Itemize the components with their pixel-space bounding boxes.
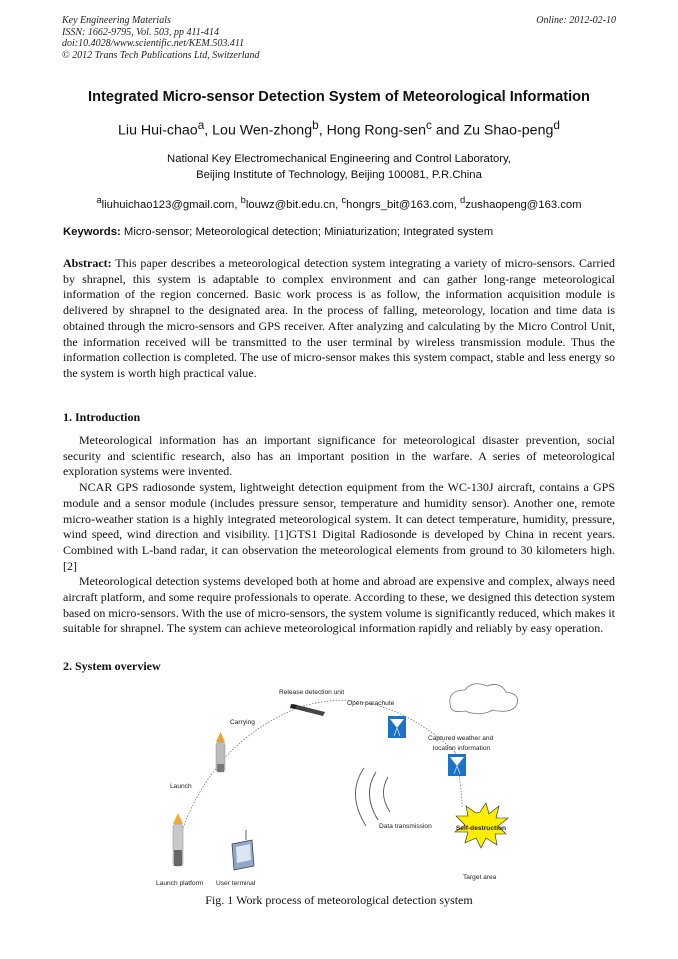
signal-waves-icon — [355, 768, 390, 826]
label-open-parachute: Open parachute — [347, 700, 395, 707]
paragraph: Meteorological detection systems developed both at home and abroad are expensive and complex, always need aircraft platform, and some require professionals to operate. According to these, we designed this detection system based on micro-sensors. With the use of micro-sensors, the system volume is significantly reduced, which makes it suitable for shrapnel. The system can achieve meteorological information rapidly and reliably by easy operation. — [63, 574, 615, 636]
projectile-icon — [216, 732, 225, 772]
introduction-body — [63, 433, 615, 637]
journal-issn: ISSN: 1662-9795, Vol. 503, pp 411-414 — [62, 26, 220, 38]
author-name: Zu Shao-peng — [463, 122, 554, 139]
email-list: $^a$liuhuichao123@gmail.com, $^b$louwz@bit.edu.cn, $^c$hongrs_bit@163.com, $^d$zushaopeng@163.com — [96, 194, 582, 211]
author-list: Liu Hui-chao$^a$, Lou Wen-zhong$^b$, Hong Rong-sen$^c$ and Zu Shao-peng$^d$ — [118, 118, 560, 139]
label-launch-platform: Launch platform — [156, 880, 204, 887]
label-target-area: Target area — [463, 874, 497, 881]
shell-icon — [290, 704, 325, 716]
explosion-icon — [455, 803, 508, 848]
cloud-icon — [450, 684, 518, 714]
keywords — [63, 226, 623, 238]
journal-copyright: © 2012 Trans Tech Publications Ltd, Switzerland — [62, 49, 260, 61]
affiliation-line: National Key Electromechanical Engineering and Control Laboratory, — [167, 153, 511, 165]
parachute-icon — [448, 754, 466, 776]
email-link[interactable]: zushaopeng@163.com — [465, 198, 582, 211]
label-release: Release detection unit — [279, 689, 345, 696]
label-captured-1: Captured weather and — [428, 735, 494, 742]
email-link[interactable]: louwz@bit.edu.cn — [245, 198, 336, 211]
author-sup: c — [425, 118, 432, 132]
section-heading-introduction: 1. Introduction — [63, 410, 141, 424]
affiliation — [40, 152, 638, 183]
label-launch: Launch — [170, 783, 192, 790]
user-terminal-icon — [232, 830, 254, 870]
abstract — [63, 256, 615, 382]
paragraph: Meteorological information has an important significance for meteorological disaster prevention, social security and scientific research, also has an important position in the warfare. A series of meteorological exploration systems were invented. — [63, 433, 615, 479]
launch-platform-icon — [173, 813, 183, 866]
journal-name: Key Engineering Materials — [62, 15, 171, 26]
author-sup: b — [312, 118, 319, 132]
author-sup: a — [197, 118, 205, 132]
label-captured-2: location information — [433, 745, 491, 752]
online-date: Online: 2012-02-10 — [536, 15, 616, 26]
affiliation-line: Beijing Institute of Technology, Beijing 100081, P.R.China — [196, 168, 482, 181]
author-name: Hong Rong-sen — [326, 122, 426, 139]
figure-caption: Fig. 1 Work process of meteorological detection system — [205, 893, 473, 907]
email-link[interactable]: hongrs_bit@163.com — [346, 198, 454, 211]
abstract-text: This paper describes a meteorological detection system integrating a variety of micro-sensors. Carried by shrapnel, this system is adaptable to complex environment and can gather long-range meteorological information of the region concerned. Basic work process is as follow, the information acquisition module is delivered by shrapnel to the designated area. In the process of falling, meteorology, location and time data is obtained through the micro-sensors and GPS receiver. After analyzing and calculating by the Micro Control Unit, the information received will be transmitted to the user terminal by wireless transmission module. Thus the information collection is completed. The use of micro-sensor makes this system compact, stable and less energy so the system is worth high practical value. — [63, 256, 615, 380]
author-sup: d — [553, 118, 560, 132]
paper-title: Integrated Micro-sensor Detection System of Meteorological Information — [88, 89, 590, 105]
keywords-text: Micro-sensor; Meteorological detection; Miniaturization; Integrated system — [120, 226, 494, 238]
self-destruction-label: Self-destruction — [455, 825, 507, 832]
parachute-icon — [388, 716, 406, 738]
keywords-label: Keywords: — [63, 226, 121, 238]
author-name: Liu Hui-chao — [118, 122, 198, 139]
author-name: Lou Wen-zhong — [212, 122, 313, 139]
label-data-transmission: Data transmission — [379, 823, 432, 830]
paragraph: NCAR GPS radiosonde system, lightweight detection equipment from the WC-130J aircraft, contains a GPS module and a sensor module (includes pressure sensor, temperature and humidity sensor). Another one, remote micro-weather station is a highly integrated meteorological system. It can detect temperature, humidity, pressure, wind speed, wind direction and visibility. [1]GTS1 Digital Radiosonde is developed by China in recent years. Combined with L-band radar, it can observation the meteorological elements from ground to 30 kilometers high. [2] — [63, 480, 615, 573]
label-carrying: Carrying — [230, 719, 255, 726]
email-link[interactable]: liuhuichao123@gmail.com — [101, 198, 235, 211]
journal-header — [62, 15, 260, 61]
label-user-terminal: User terminal — [216, 880, 256, 887]
abstract-label: Abstract: — [63, 256, 112, 270]
work-process-figure — [150, 682, 530, 892]
journal-doi[interactable]: doi:10.4028/www.scientific.net/KEM.503.411 — [62, 38, 245, 50]
section-heading-system-overview: 2. System overview — [63, 659, 161, 673]
